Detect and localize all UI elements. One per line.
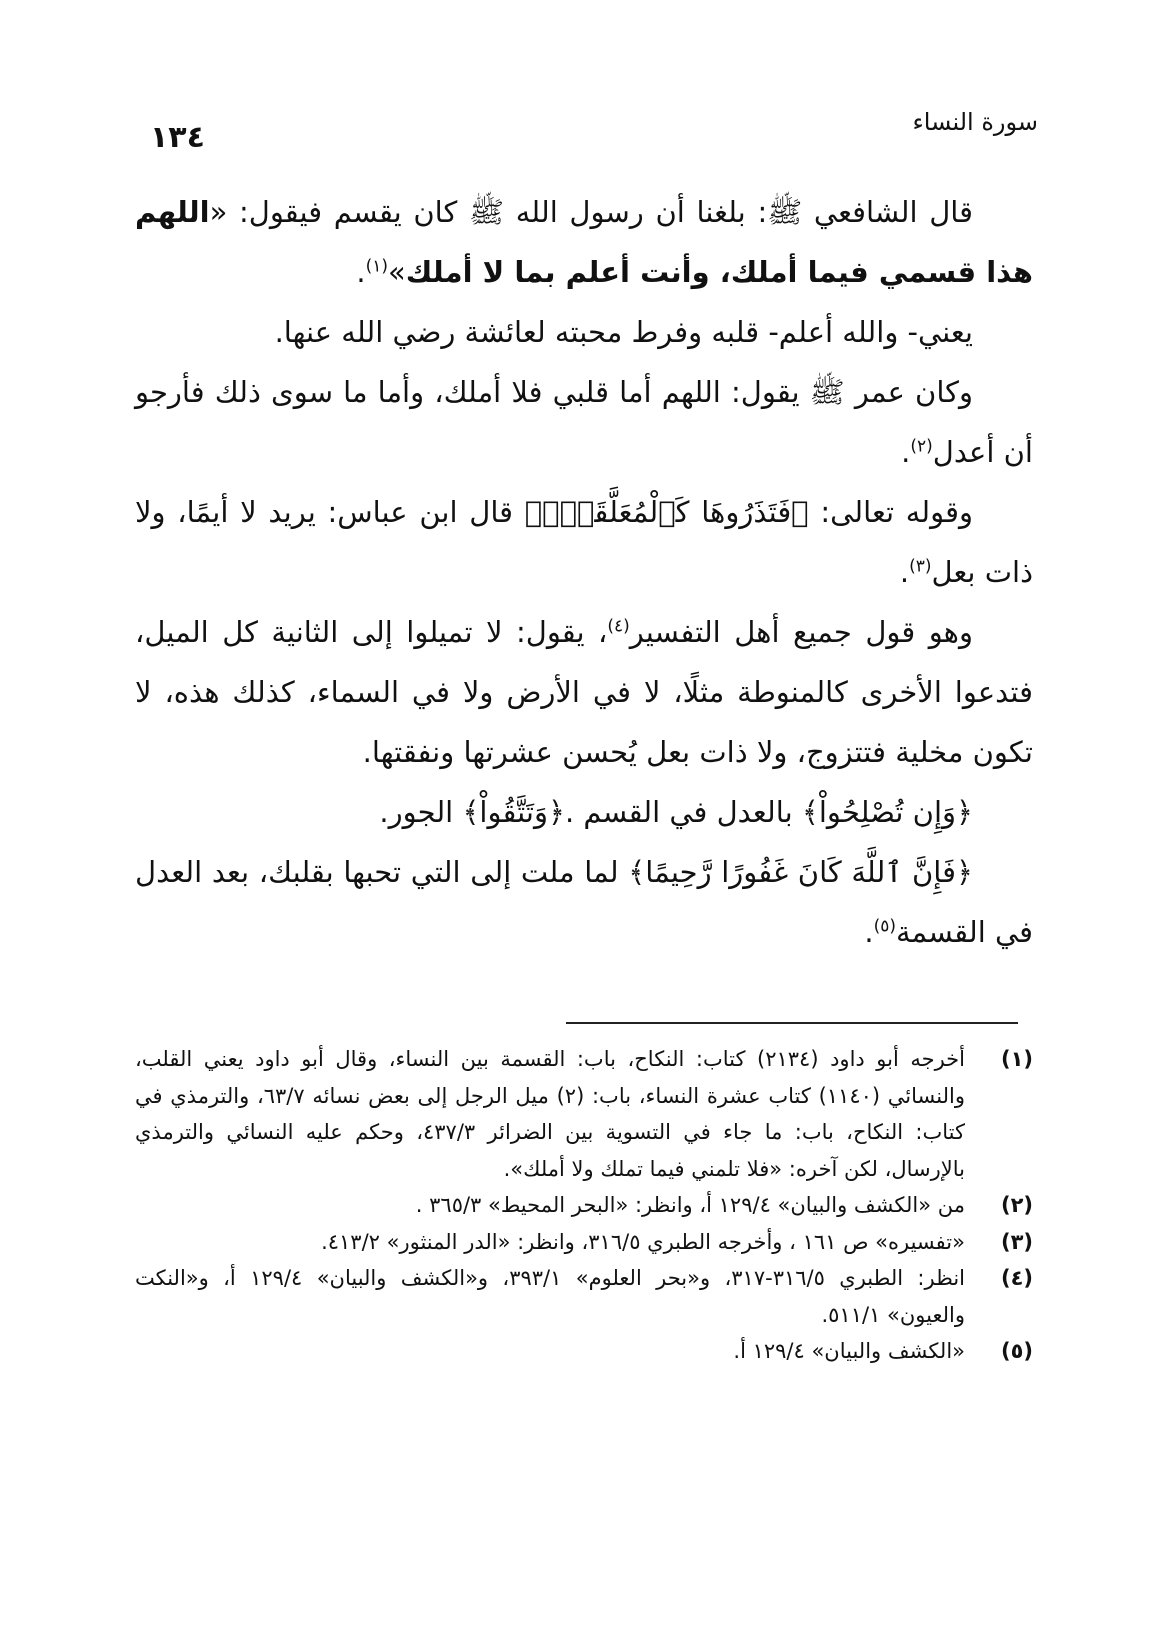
footnote-text: «الكشف والبيان» ١٢٩/٤ أ.	[733, 1339, 965, 1363]
quran-verse: ﴿وَتَتَّقُواْ﴾	[462, 795, 565, 829]
paragraph-reconcile	[135, 782, 1033, 842]
footnote-ref-1: (١)	[365, 256, 389, 277]
paragraph-text: ، يقول: لا تميلوا إلى الثانية كل الميل، فتدعوا الأخرى كالمنوطة مثلًا، لا في الأرض ولا في السماء، كذلك هذه، لا تكون مخلية فتتزوج، ولا ذات بعل يُحسن عشرتها ونفقتها.	[135, 615, 1033, 769]
full-stop: .	[356, 255, 366, 289]
footnote-item	[135, 1224, 1033, 1261]
footnote-ref-2: (٢)	[910, 436, 933, 457]
footnote-number: (٣)	[1000, 1229, 1033, 1254]
quran-verse: ﴿فَتَذَرُوهَا كَٱلْمُعَلَّقَةِۚ﴾	[524, 495, 809, 529]
paragraph-explanation: يعني- والله أعلم- قلبه وفرط محبته لعائشة رضي الله عنها.	[274, 315, 973, 349]
footnote-item	[135, 1333, 1033, 1370]
quran-verse: ﴿وَإِن تُصْلِحُواْ﴾	[801, 795, 973, 829]
footnote-item	[135, 1187, 1033, 1224]
footnote-item	[135, 1041, 1033, 1187]
paragraph-tafsir-consensus	[135, 602, 1033, 782]
running-header	[150, 100, 1038, 160]
prophet-supplication: اللهم هذا قسمي فيما أملك، وأنت أعلم بما لا أملك	[135, 195, 1033, 289]
paragraph-text: لما ملت إلى التي تحبها بقلبك، بعد العدل في القسمة	[135, 855, 1033, 949]
paragraph-text: بالعدل في القسم .	[564, 795, 802, 829]
footnote-separator	[566, 1022, 1018, 1024]
paragraph-forgiving	[135, 842, 1033, 962]
paragraph-shafii-quote	[135, 182, 1033, 302]
surah-title: سورة النساء	[912, 108, 1038, 136]
footnote-text: انظر: الطبري ٣١٦/٥-٣١٧، و«بحر العلوم» ٣٩٣/١، و«الكشف والبيان» ١٢٩/٤ أ، و«النكت والعيون» ٥١١/١.	[135, 1266, 966, 1327]
full-stop: .	[899, 555, 910, 589]
footnotes	[135, 1041, 1033, 1370]
quran-verse: ﴿فَإِنَّ ٱللَّهَ كَانَ غَفُورًا رَّحِيمًا﴾	[628, 855, 973, 889]
footnote-number: (٤)	[1000, 1266, 1033, 1290]
footnote-number: (٥)	[1000, 1339, 1033, 1363]
footnote-ref-5: (٥)	[873, 916, 896, 937]
footnote-text: «تفسيره» ص ١٦١ ، وأخرجه الطبري ٣١٦/٥، وانظر: «الدر المنثور» ٤١٣/٢.	[321, 1229, 965, 1254]
paragraph-text: وهو قول جميع أهل التفسير	[629, 615, 973, 649]
paragraph-text: الجور.	[379, 795, 463, 829]
full-stop: .	[864, 915, 874, 949]
paragraph-text: قال ابن عباس: يريد لا أيمًا، ولا ذات بعل	[135, 495, 1033, 589]
footnote-number: (١)	[1000, 1047, 1033, 1071]
paragraph-umar	[135, 362, 1033, 482]
footnote-item	[135, 1260, 1033, 1333]
paragraph-verse-muallaqa	[135, 482, 1033, 602]
paragraph-text: وكان عمر ﷺ يقول: اللهم أما قلبي فلا أملك، وأما ما سوى ذلك فأرجو أن أعدل	[135, 375, 1033, 469]
footnote-ref-3: (٣)	[909, 556, 932, 577]
footnote-text: من «الكشف والبيان» ١٢٩/٤ أ، وانظر: «البحر المحيط» ٣٦٥/٣ .	[415, 1193, 965, 1217]
footnote-text: أخرجه أبو داود (٢١٣٤) كتاب: النكاح، باب: القسمة بين النساء، وقال أبو داود يعني القلب، والنسائي (١١٤٠) كتاب عشرة النساء، باب: (٢) ميل الرجل إلى بعض نسائه ٦٣/٧، والترمذي في كتاب: النكاح، باب: ما جاء في التسوية بين الضرائر ٤٣٧/٣، وحكم عليه النسائي والترمذي بالإرسال، لكن آخره: «فلا تلمني فيما تملك ولا أملك».	[135, 1047, 965, 1181]
closing-quote-mark: »	[388, 255, 406, 289]
paragraph-text: قال الشافعي ﷺ: بلغنا أن رسول الله ﷺ كان يقسم فيقول: «	[209, 195, 973, 229]
footnote-number: (٢)	[1000, 1193, 1033, 1217]
footnote-ref-4: (٤)	[607, 616, 630, 637]
full-stop: .	[901, 435, 911, 469]
main-text	[135, 182, 1033, 962]
page-number: ١٣٤	[150, 120, 205, 155]
paragraph-text: وقوله تعالى:	[808, 495, 973, 529]
